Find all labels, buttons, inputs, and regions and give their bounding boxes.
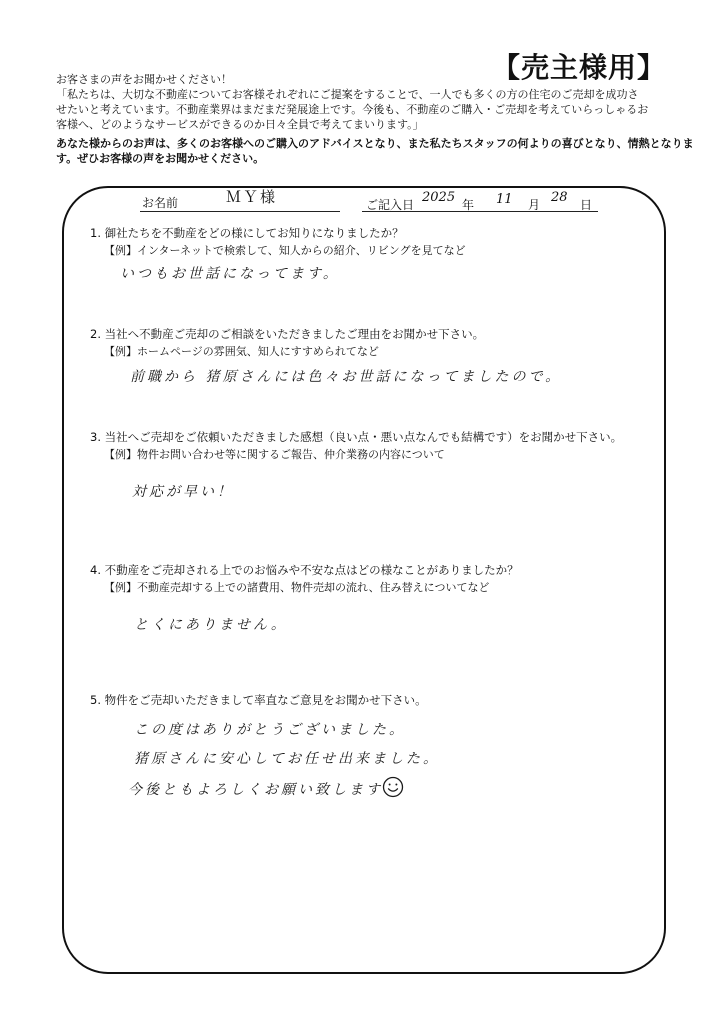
day-value: 28 bbox=[551, 190, 568, 205]
date-label: ご記入日 bbox=[366, 198, 415, 212]
month-value: 11 bbox=[496, 192, 513, 207]
seller-badge: 【売主様用】 bbox=[492, 51, 667, 84]
question-1-example: 【例】インターネットで検索して、知人からの紹介、リビングを見てなど bbox=[104, 244, 466, 257]
answer-4: とくにありません。 bbox=[134, 617, 288, 633]
question-3: 3. 当社へご売却をご依頼いただきました感想（良い点・悪い点なんでも結構です）をお聞かせ下さい。 bbox=[90, 430, 623, 444]
answer-3: 対応が早い！ bbox=[132, 484, 234, 500]
answer-1: いつもお世話になってます。 bbox=[120, 266, 340, 282]
year-unit: 年 bbox=[462, 198, 475, 212]
smiley-face-icon bbox=[382, 776, 404, 798]
name-value: ＭＹ様 bbox=[226, 188, 278, 206]
question-1: 1. 御社たちを不動産をどの様にしてお知りになりましたか？ bbox=[90, 226, 404, 240]
answer-2: 前職から 猪原さんには色々お世話になってましたので。 bbox=[130, 369, 563, 385]
answer-5-line-1: この度はありがとうございました。 bbox=[134, 722, 406, 738]
year-value: 2025 bbox=[422, 190, 456, 205]
day-unit: 日 bbox=[580, 198, 593, 212]
intro-heading: お客さまの声をお聞かせください！ bbox=[56, 73, 232, 86]
answer-5-line-3: 今後ともよろしくお願い致します bbox=[128, 782, 383, 798]
intro-line: 客様へ、どのようなサービスができるのか日々全員で考えてまいります。」 bbox=[56, 118, 424, 131]
name-underline bbox=[140, 211, 340, 212]
name-label: お名前 bbox=[142, 196, 179, 210]
question-3-example: 【例】物件お問い合わせ等に関するご報告、仲介業務の内容について bbox=[104, 448, 445, 461]
intro-line: す。ぜひお客様の声をお聞かせください。 bbox=[56, 152, 265, 165]
intro-line: 「私たちは、大切な不動産についてお客様それぞれにご提案をすることで、一人でも多くの方の住宅のご売却を成功さ bbox=[56, 88, 639, 101]
question-4-example: 【例】不動産売却する上での諸費用、物件売却の流れ、住み替えについてなど bbox=[104, 581, 490, 594]
month-unit: 月 bbox=[528, 198, 541, 212]
intro-line: せたいと考えています。不動産業界はまだまだ発展途上です。今後も、不動産のご購入・ご売却を考えていらっしゃるお bbox=[56, 103, 649, 116]
question-2: 2. 当社へ不動産ご売却のご相談をいただきましたご理由をお聞かせ下さい。 bbox=[90, 327, 485, 341]
intro-line: あなた様からのお声は、多くのお客様へのご購入のアドバイスとなり、また私たちスタッフの何よりの喜びとなり、情熱となりま bbox=[56, 137, 694, 150]
answer-5-line-2: 猪原さんに安心してお任せ出来ました。 bbox=[134, 751, 440, 767]
question-2-example: 【例】ホームページの雰囲気、知人にすすめられてなど bbox=[104, 345, 379, 358]
date-underline bbox=[362, 211, 598, 212]
question-5: 5. 物件をご売却いただきまして率直なご意見をお聞かせ下さい。 bbox=[90, 693, 427, 707]
question-4: 4. 不動産をご売却される上でのお悩みや不安な点はどの様なことがありましたか？ bbox=[90, 563, 519, 577]
